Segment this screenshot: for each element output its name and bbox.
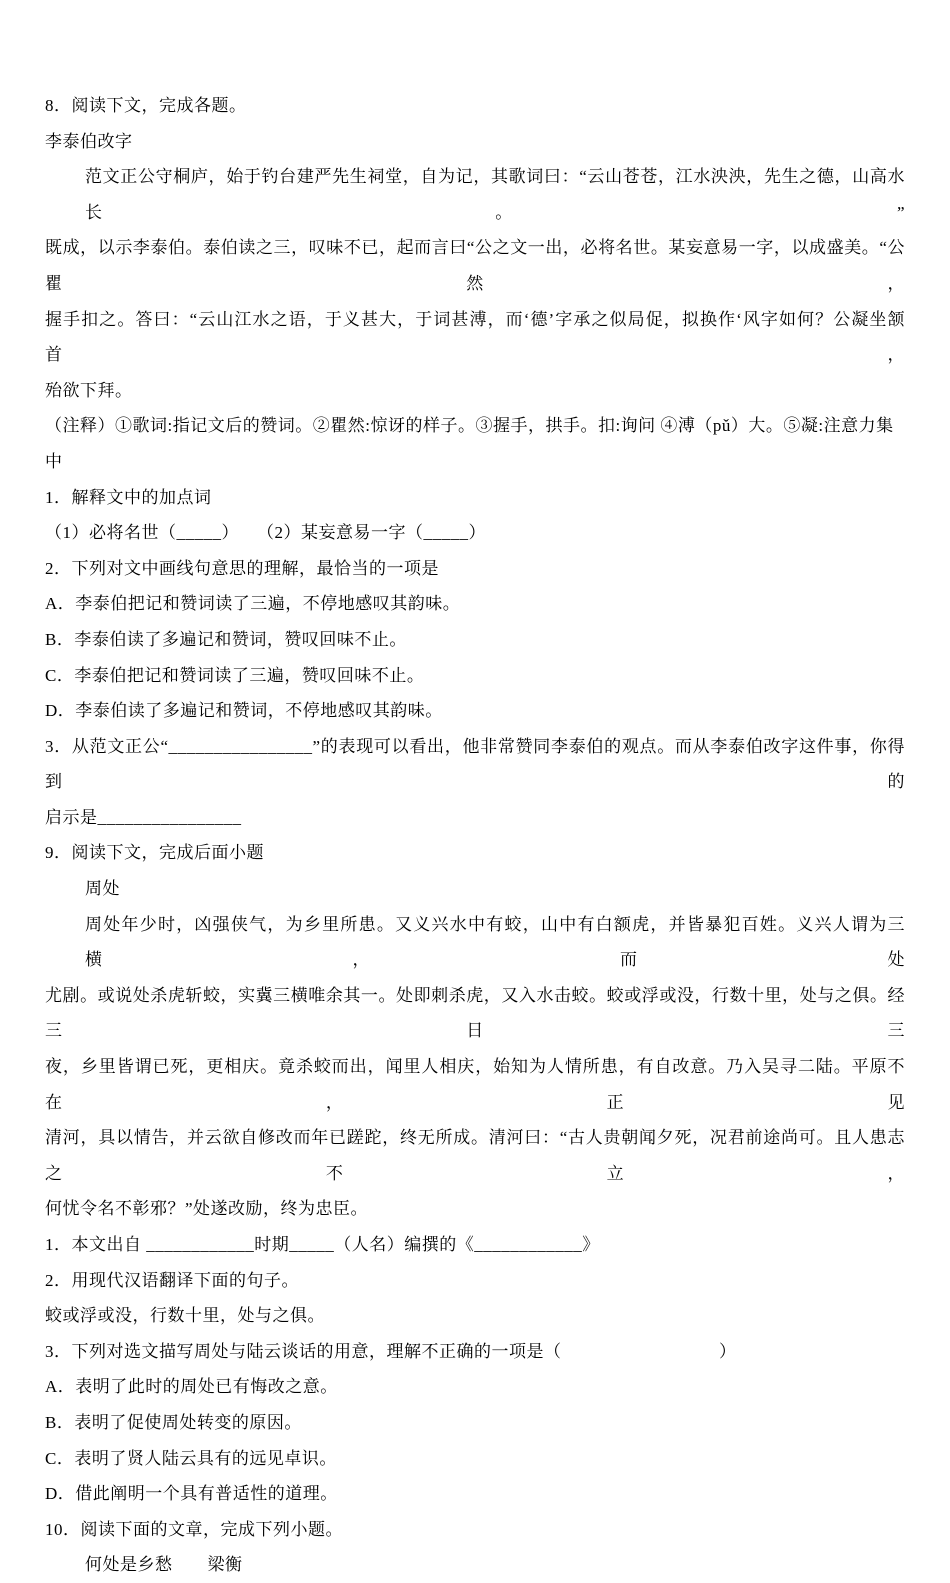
q9-passage-line-5 [45,1191,905,1227]
text-line-content: 既成，以示李泰伯。泰伯读之三，叹味不已，起而言曰“公之文一出，必将名世。某妄意易一字，以成盛美。“公瞿然， [45,238,905,293]
q8-passage-line-1 [45,159,905,230]
q9-passage-title [45,871,905,907]
text-line-content: C．李泰伯把记和赞词读了三遍，赞叹回味不止。 [45,665,425,685]
q8-passage-line-2 [45,230,905,301]
text-line-content: 蛟或浮或没，行数十里，处与之俱。 [45,1306,325,1326]
text-line-content: 2．用现代汉语翻译下面的句子。 [45,1270,299,1290]
text-line-content: 尤剧。或说处杀虎斩蛟，实冀三横唯余其一。处即刺杀虎，又入水击蛟。蛟或浮或没，行数十里，处与之俱。经三日三 [45,985,905,1041]
text-line-content: A．李泰伯把记和赞词读了三遍，不停地感叹其韵味。 [45,594,461,614]
q9-sub3-option-a [45,1369,905,1405]
q9-sub2-header [45,1263,905,1299]
q8-sub1-header [45,480,905,516]
text-line-content: （注释）①歌词:指记文后的赞词。②瞿然:惊讶的样子。③握手，拱手。扣:询问 ④溥（pǔ）大。⑤凝:注意力集中 [45,416,894,471]
text-line-content: D．借此阐明一个具有普适性的道理。 [45,1484,338,1504]
text-line-content: 周处 [85,879,120,899]
text-line-content: 3．下列对选文描写周处与陆云谈话的用意，理解不正确的一项是（ ） [45,1341,737,1361]
q9-sub2-sentence [45,1298,905,1334]
text-line-content: 夜，乡里皆谓已死，更相庆。竟杀蛟而出，闻里人相庆，始知为人情所患，有自改意。乃入吴寻二陆。平原不在，正见 [45,1057,905,1112]
q9-header [45,835,905,871]
text-line-content: 清河，具以情告，并云欲自修改而年已蹉跎，终无所成。清河曰：“古人贵朝闻夕死，况君前途尚可。且人患志之不立， [45,1128,905,1183]
text-line-content: 殆欲下拜。 [45,380,133,400]
text-line-content: B．表明了促使周处转变的原因。 [45,1412,302,1432]
q8-sub3-line-1 [45,729,905,800]
text-line-content: 李泰伯改字 [45,131,133,151]
text-line-content: C．表明了贤人陆云具有的远见卓识。 [45,1448,337,1468]
q9-sub1 [45,1227,905,1263]
text-line-content: 10．阅读下面的文章，完成下列小题。 [45,1519,343,1539]
q9-passage-line-4 [45,1120,905,1191]
q9-sub3-option-d [45,1476,905,1512]
q8-sub1-blanks [45,515,905,551]
text-line-content: 1．解释文中的加点词 [45,487,212,507]
q8-sub2-header [45,551,905,587]
q10-passage-title [45,1547,905,1583]
q9-passage-line-2 [45,978,905,1049]
text-line-content: 范文正公守桐庐，始于钓台建严先生祠堂，自为记，其歌词曰：“云山苍苍，江水泱泱，先生之德，山高水长。” [85,167,905,222]
q8-header [45,88,905,124]
q10-header [45,1512,905,1548]
text-line-content: 周处年少时，凶强侠气，为乡里所患。又义兴水中有蛟，山中有白额虎，并皆暴犯百姓。义兴人谓为三横，而处 [85,914,905,970]
q9-passage-line-3 [45,1049,905,1120]
q8-passage-line-4 [45,373,905,409]
text-line-content: 9．阅读下文，完成后面小题 [45,843,264,863]
q8-passage-line-3 [45,302,905,373]
q8-sub3-line-2 [45,800,905,836]
q8-sub2-option-b [45,622,905,658]
text-line-content: 8．阅读下文，完成各题。 [45,96,247,115]
q9-sub3-header [45,1334,905,1370]
q8-notes [45,408,905,479]
text-line-content: 何忧令名不彰邪？”处遂改励，终为忠臣。 [45,1199,369,1219]
q9-passage-line-1 [45,907,905,978]
q9-sub3-option-c [45,1441,905,1477]
text-line-content: 3．从范文正公“________________”的表现可以看出，他非常赞同李泰伯的观点。而从李泰伯改字这件事，你得到的 [45,736,905,792]
text-line-content: 握手扣之。答曰：“云山江水之语，于义甚大，于词甚溥，而‘德’字承之似局促，拟换作‘风字如何？公凝坐颔首， [45,309,905,365]
text-line-content: A．表明了此时的周处已有悔改之意。 [45,1377,338,1397]
text-line-content: 1．本文出自 ____________时期_____（人名）编撰的《____________》 [45,1235,600,1254]
q8-passage-title [45,124,905,160]
text-line-content: 2．下列对文中画线句意思的理解，最恰当的一项是 [45,558,439,578]
text-line-content: 启示是________________ [45,807,242,827]
text-line-content: D．李泰伯读了多遍记和赞词，不停地感叹其韵味。 [45,701,443,721]
q8-sub2-option-d [45,693,905,729]
text-line-content: （1）必将名世（_____） （2）某妄意易一字（_____） [45,523,486,543]
q8-sub2-option-a [45,586,905,622]
text-line-content: B．李泰伯读了多遍记和赞词，赞叹回味不止。 [45,629,407,649]
q8-sub2-option-c [45,658,905,694]
q9-sub3-option-b [45,1405,905,1441]
text-line-content: 何处是乡愁 梁衡 [85,1555,243,1575]
